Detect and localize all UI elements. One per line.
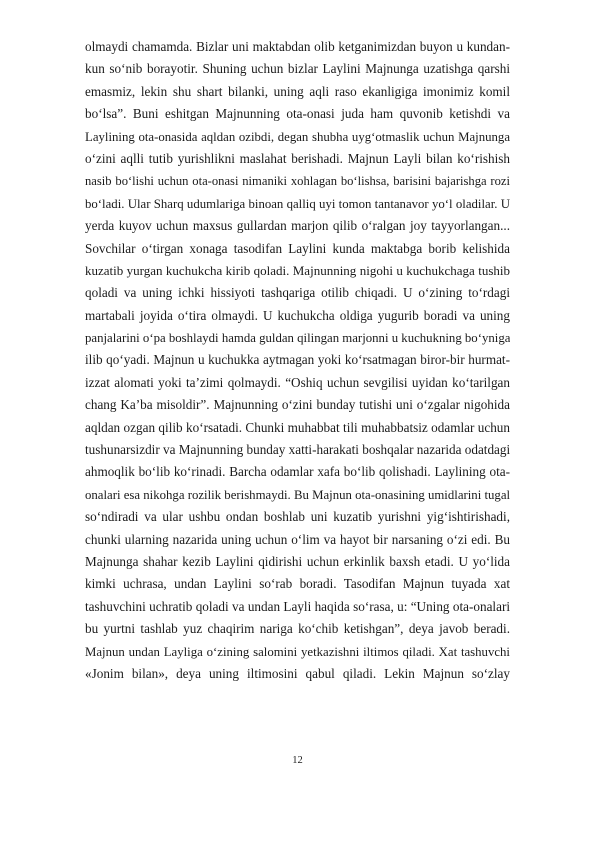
text-line: chunki ularning nazarida uning uchun o‘lim va hayot bir narsaning o‘zi edi. Bu bbox=[85, 531, 510, 547]
text-line: so‘ndiradi va ular ushbu ondan boshlab uni kuzatib yurishni yig‘ishtirishadi, bbox=[85, 509, 510, 525]
text-line: ilib qo‘yadi. Majnun u kuchukka aytmagan yoki ko‘rsatmagan biror-bir hurmat- bbox=[85, 352, 510, 368]
text-line: aqldan ozgan qilib ko‘rsatadi. Chunki muhabbat tili muhabbatsiz odamlar uchun bbox=[85, 419, 510, 435]
text-line: Sovchilar o‘tirgan xonaga tasodifan Laylini kunda maktabga borib kelishida bbox=[85, 240, 510, 256]
text-line: kimki uchrasa, undan Laylini so‘rab boradi. Tasodifan Majnun tuyada xat bbox=[85, 576, 510, 592]
text-line: bo‘ladi. Ular Sharq udumlariga binoan qalliq uyi tomon tantanavor yo‘l oladilar. U bbox=[85, 196, 510, 211]
text-line: ahmoqlik bo‘lib ko‘rinadi. Barcha odamlar xafa bo‘lib qolishadi. Laylining ota- bbox=[85, 464, 510, 480]
text-line: bu yurtni tashlab yuz chaqirim nariga ko‘chib ketishgan”, deya javob beradi. bbox=[85, 621, 510, 637]
text-line: panjalarini o‘pa boshlaydi hamda guldan qilingan marjonni u kuchukning bo‘yniga bbox=[85, 331, 510, 346]
text-line: Laylining ota-onasida aqldan ozibdi, degan shubha uyg‘otmaslik uchun Majnunga bbox=[85, 129, 510, 144]
text-line: chang Ka’ba misoldir”. Majnunning o‘zini bunday tutishi uni o‘zgalar nigohida bbox=[85, 397, 510, 413]
text-line: onalari esa nikohga rozilik berishmaydi. Bu Majnun ota-onasining umidlarini tugal bbox=[85, 487, 510, 502]
text-line: Majnun undan Layliga o‘zining salomini yetkazishni iltimos qiladi. Xat tashuvchi bbox=[85, 644, 510, 659]
text-line: yerda kuyov uchun maxsus gullardan marjon qilib o‘ralgan joy tayyorlangan... bbox=[85, 218, 510, 234]
text-line: bo‘lsa”. Buni eshitgan Majnunning ota-onasi juda ham quvonib ketishdi va bbox=[85, 106, 510, 122]
text-line: izzat alomati yoki ta’zimi qolmaydi. “Oshiq uchun sevgilisi uyidan ko‘tarilgan bbox=[85, 374, 510, 390]
text-line: olmaydi chamamda. Bizlar uni maktabdan olib ketganimizdan buyon u kundan- bbox=[85, 39, 510, 54]
text-line: tashuvchini uchratib qoladi va undan Layli haqida so‘rasa, u: “Uning ota-onalari bbox=[85, 598, 510, 614]
body-text bbox=[85, 36, 510, 685]
text-line: o‘zini aqlli tutib yurishlikni maslahat berishadi. Majnun Layli bilan ko‘rishish bbox=[85, 150, 510, 166]
text-line: kuzatib yurgan kuchukcha kirib qoladi. Majnunning nigohi u kuchukchaga tushib bbox=[85, 262, 510, 278]
text-line: emasmiz, lekin shu shart bilanki, uning aqli raso ekanligiga imonimiz komil bbox=[85, 83, 510, 99]
text-line: martabali joyida o‘tira olmaydi. U kuchukcha oldiga yugurib boradi va uning bbox=[85, 307, 510, 323]
text-line: nasib bo‘lishi uchun ota-onasi nimaniki xohlagan bo‘lishsa, barisini bajarishga rozi bbox=[85, 174, 510, 189]
text-line: qoladi va uning ichki hissiyoti tashqariga otilib chiqadi. U o‘zining to‘rdagi bbox=[85, 285, 510, 301]
text-line: kun so‘nib borayotir. Shuning uchun bizlar Laylini Majnunga uzatishga qarshi bbox=[85, 61, 510, 77]
text-line: tushunarsizdir va Majnunning bunday xatti-harakati boshqalar nazarida odatdagi bbox=[85, 442, 510, 458]
page-number: 12 bbox=[292, 755, 303, 766]
text-line: Majnunga shahar kezib Laylini qidirishi uchun erkinlik baxsh etadi. U yo‘lida bbox=[85, 553, 510, 569]
text-line: «Jonim bilan», deya uning iltimosini qabul qiladi. Lekin Majnun so‘zlay bbox=[85, 665, 510, 681]
